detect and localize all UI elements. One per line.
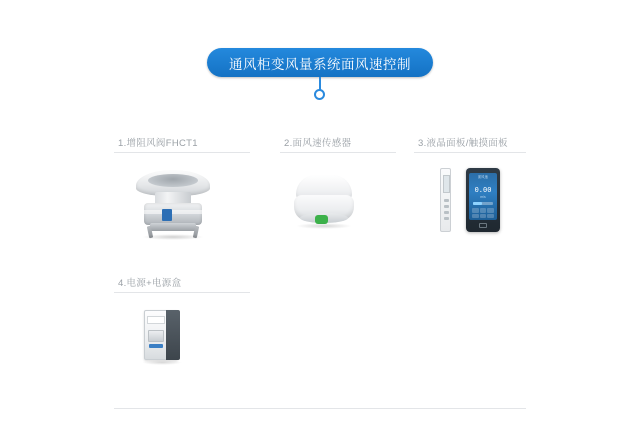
power-box-label <box>147 316 165 324</box>
power-shadow <box>142 360 182 365</box>
sensor-shadow <box>296 223 352 229</box>
touch-panel-header: 面风速 <box>477 175 489 179</box>
touch-panel-key <box>472 214 479 219</box>
valve-body-band <box>144 210 202 214</box>
lcd-strip-screen <box>443 175 450 193</box>
power-box-dark-side <box>166 310 180 360</box>
section-underline-4 <box>114 292 250 293</box>
lcd-strip-button-4 <box>444 217 449 220</box>
power-switch <box>148 330 164 342</box>
section-underline-3 <box>414 152 526 153</box>
lcd-touch-panel-icon <box>440 168 506 244</box>
valve-body <box>144 203 202 225</box>
touch-panel-key <box>480 214 487 219</box>
lcd-strip-button-2 <box>444 205 449 208</box>
touch-panel-key <box>480 208 487 213</box>
lcd-strip-button-3 <box>444 211 449 214</box>
power-blue-marker <box>149 344 163 348</box>
section-label-airflow-sensor: 2.面风速传感器 <box>284 138 352 149</box>
section-label-lcd-touch-panel: 3.液晶面板/触摸面板 <box>418 138 508 149</box>
page-title: 通风柜变风量系统面风速控制 <box>229 56 411 72</box>
touch-panel-home-button <box>479 223 487 228</box>
lcd-strip-button-1 <box>444 199 449 202</box>
touch-panel-progress-bar <box>473 202 493 205</box>
touch-panel <box>466 168 500 232</box>
section-label-power-supply: 4.电源+电源盒 <box>118 278 182 289</box>
section-label-damper-valve: 1.增阻风阀FHCT1 <box>118 138 198 149</box>
bottom-divider <box>114 408 526 409</box>
section-underline-1 <box>114 152 250 153</box>
title-connector-dot <box>314 89 325 100</box>
touch-panel-screen <box>469 173 497 220</box>
power-supply-icon <box>138 310 194 366</box>
lcd-strip-panel <box>440 168 451 232</box>
airflow-sensor-icon <box>290 175 360 235</box>
touch-panel-unit: m/s <box>480 195 486 199</box>
touch-panel-keypad <box>472 208 494 218</box>
touch-panel-key <box>472 208 479 213</box>
touch-panel-key <box>487 208 494 213</box>
diagram-title-pill <box>207 48 433 77</box>
touch-panel-key <box>487 214 494 219</box>
section-underline-2 <box>280 152 396 153</box>
touch-panel-progress-fill <box>473 202 482 205</box>
touch-panel-value: 0.00 <box>474 186 492 194</box>
damper-valve-icon <box>128 170 218 238</box>
valve-base <box>150 223 196 231</box>
valve-bell-inner <box>148 174 198 187</box>
valve-shadow <box>142 234 204 240</box>
valve-blue-marker <box>162 209 172 221</box>
